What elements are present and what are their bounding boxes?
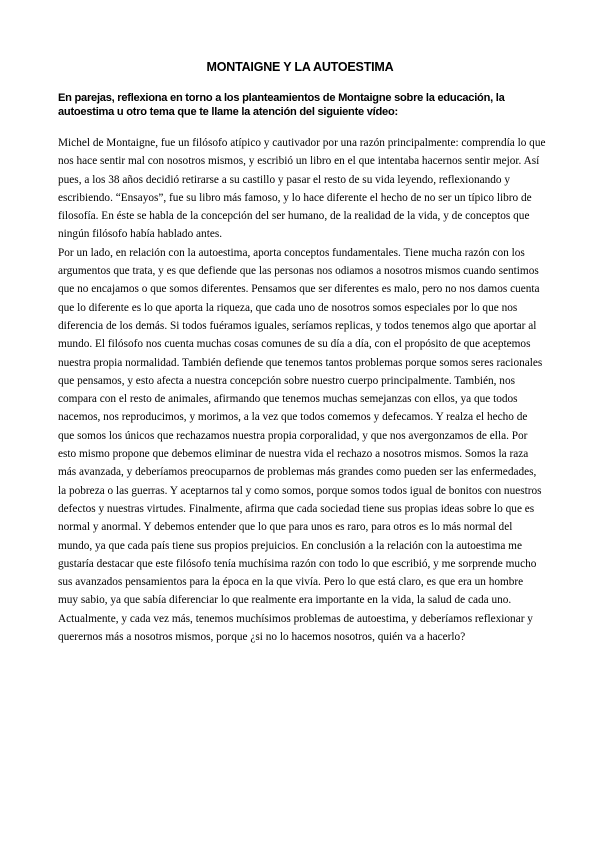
document-title: MONTAIGNE Y LA AUTOESTIMA bbox=[206, 60, 394, 74]
essay-body bbox=[58, 134, 546, 646]
instructions-text: En parejas, reflexiona en torno a los planteamientos de Montaigne sobre la educación, la autoestima u otro tema que te llame la atención del siguiente vídeo: bbox=[58, 92, 505, 118]
paragraph-autoestima: Por un lado, en relación con la autoestima, aporta conceptos fundamentales. Tiene mucha razón con los argumentos que trata, y es que defiende que las personas nos odiamos a nosotros mismos cuando sentimos que no encajamos o que somos diferentes. Pensamos que ser diferentes es malo, pero no nos damos cuenta que lo diferente es lo que aporta la riqueza, que cada uno de nosotros somos especiales por lo que nos diferencia de los demás. Si todos fuéramos iguales, seríamos replicas, y todos tenemos algo que aportar al mundo. El filósofo nos cuenta muchas cosas comunes de su día a día, con el propósito de que aceptemos nuestra propia normalidad. También defiende que tenemos tantos problemas porque somos seres racionales que pensamos, y esto afecta a nuestra concepción sobre nuestro cuerpo principalmente. También, nos compara con el resto de animales, afirmando que tenemos muchas semejanzas con ellos, ya que todos nacemos, nos reproducimos, y morimos, a la vez que todos comemos y defecamos. Y realza el hecho de que somos los únicos que rechazamos nuestra propia corporalidad, y que nos avergonzamos de ella. Por esto mismo propone que debemos eliminar de nuestra vida el rechazo a nosotros mismos. Somos la raza más avanzada, y deberíamos preocuparnos de problemas más grandes como pueden ser las enfermedades, la pobreza o las guerras. Y aceptarnos tal y como somos, porque somos todos igual de bonitos con nuestros defectos y nuestras virtudes. Finalmente, afirma que cada sociedad tiene sus propias ideas sobre lo que es normal y anormal. Y debemos entender que lo que para unos es raro, para otros es lo más normal del mundo, ya que cada país tiene sus propios prejuicios. En conclusión a la relación con la autoestima me gustaría destacar que este filósofo tenía muchísima razón con todo lo que escribió, y me sorprende mucho sus avanzados pensamientos para la época en la que vivía. Pero lo que está claro, es que era un hombre muy sabio, ya que sabía diferenciar lo que realmente era importante en la vida, la salud de cada uno. Actualmente, y cada vez más, tenemos muchísimos problemas de autoestima, y deberíamos reflexionar y querernos más a nosotros mismos, porque ¿si no lo hacemos nosotros, quién va a hacerlo? bbox=[58, 246, 543, 644]
paragraph-intro: Michel de Montaigne, fue un filósofo atípico y cautivador por una razón principalmente: comprendía lo que nos hace sentir mal con nosotros mismos, y escribió un libro en el que intentaba hacernos sentir mejor. Así pues, a los 38 años decidió retirarse a su castillo y pasar el resto de su vida leyendo, reflexionando y escribiendo. “Ensayos”, fue su libro más famoso, y lo hace diferente el hecho de no ser un típico libro de filosofía. En éste se habla de la concepción del ser humano, de la realidad de la vida, y de conceptos que ningún filósofo había hablado antes. bbox=[58, 137, 546, 241]
